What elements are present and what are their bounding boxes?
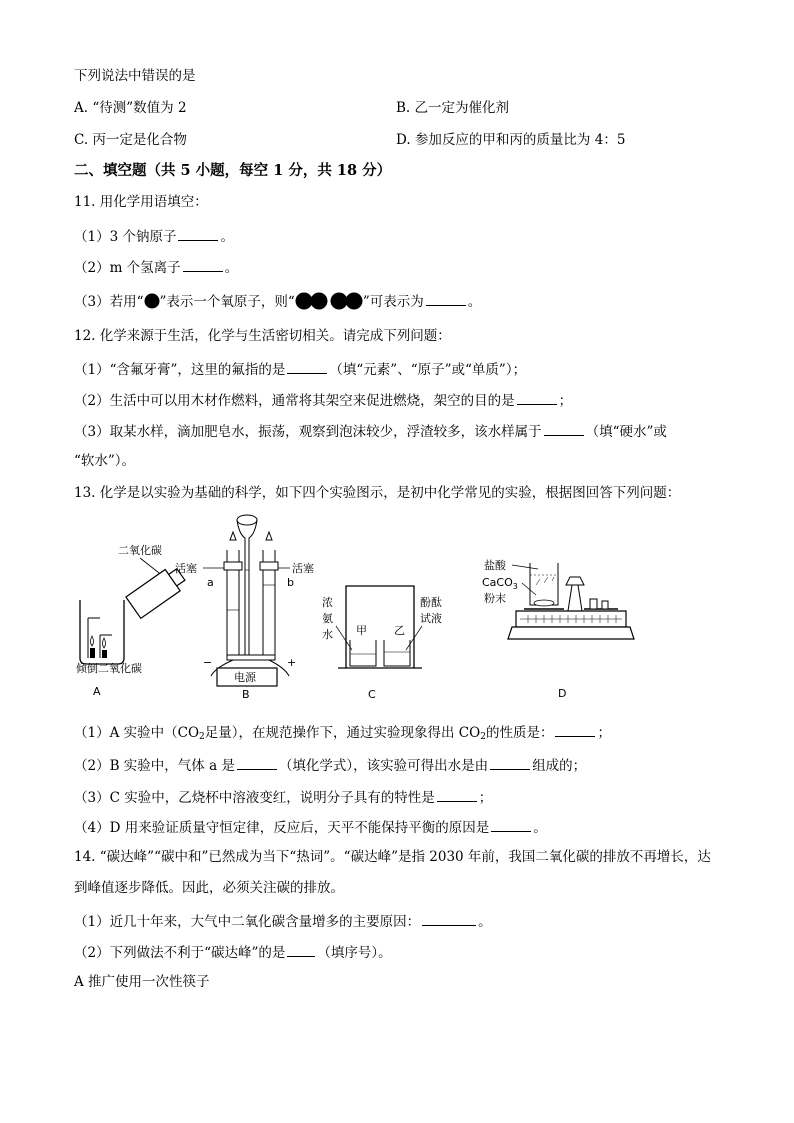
figb-minus: − (203, 656, 213, 669)
beaker-d (530, 563, 558, 605)
q11-part1: （1）3 个钠原子 。 (74, 225, 234, 247)
q12-part2: （2）生活中可以用木材作燃料，通常将其架空来促进燃烧，架空的目的是 ； (74, 389, 572, 411)
figd-letter: D (558, 687, 567, 700)
figure-c-ammonia-diffusion (318, 580, 448, 700)
figb-stopcock-left: 活塞 (175, 562, 197, 575)
q13-part1: （1）A 实验中（$CO_2$足量），在规范操作下，通过实验现象得出 $CO_2$的性质是： ； (74, 721, 611, 747)
q13-part4: （4）D 用来验证质量守恒定律，反应后，天平不能保持平衡的原因是 。 (74, 816, 547, 838)
answer-blank[interactable] (237, 754, 277, 770)
answer-blank[interactable] (517, 389, 557, 405)
q13-part3: （3）C 实验中，乙烧杯中溶液变红，说明分子具有的特性是 ； (74, 786, 492, 808)
q10-option-a: A. “待测”数值为 2 (74, 100, 187, 116)
answer-blank[interactable] (490, 754, 530, 770)
q10-option-b: B. 乙一定为催化剂 (396, 100, 510, 116)
figc-label: 酚酞 (420, 596, 442, 609)
q14-stem-line2: 到峰值逐步降低。因此，必须关注碳的排放。 (74, 880, 344, 896)
answer-blank[interactable] (178, 225, 218, 241)
figure-d-balance (478, 555, 638, 700)
figc-label: 浓 (322, 596, 333, 609)
q11-part2: （2）m 个氢离子 。 (74, 256, 238, 278)
q10-option-d: D. 参加反应的甲和丙的质量比为 4：5 (396, 132, 626, 148)
figb-power-label: 电源 (234, 671, 256, 684)
answer-blank[interactable] (437, 786, 477, 802)
figa-letter: A (93, 685, 101, 698)
figc-yi: 乙 (394, 624, 405, 637)
figa-caption: 倾倒二氧化碳 (76, 662, 142, 675)
figc-letter: C (368, 688, 376, 700)
q12-part3: （3）取某水样，滴加肥皂水，振荡，观察到泡沫较少，浮渣较多，该水样属于 （填“硬水”或 (74, 420, 667, 442)
beaker-yi (384, 640, 410, 666)
flame-icon (91, 636, 94, 646)
figa-label-co2: 二氧化碳 (118, 544, 162, 557)
answer-blank[interactable] (183, 256, 223, 272)
figc-jia: 甲 (356, 624, 367, 637)
answer-blank[interactable] (544, 420, 584, 436)
figb-gas-b: b (287, 576, 294, 589)
q11-stem: 11. 用化学用语填空： (74, 194, 208, 210)
flame-icon (103, 638, 106, 648)
answer-blank[interactable] (287, 941, 315, 957)
figure-b-electrolysis (175, 510, 325, 700)
figc-label: 氨 (322, 612, 333, 625)
answer-blank[interactable] (555, 721, 595, 737)
q12-part1: （1）“含氟牙膏”，这里的氟指的是 （填“元素”、“原子”或“单质”）； (74, 358, 526, 380)
answer-blank[interactable] (491, 816, 531, 832)
answer-blank[interactable] (422, 910, 476, 926)
q10-stem: 下列说法中错误的是 (74, 68, 196, 84)
q11-part3: （3）若用“ ”表示一个氧原子，则“ ”可表示为 。 (74, 290, 481, 312)
answer-blank[interactable] (426, 290, 466, 306)
figc-label: 水 (322, 628, 333, 641)
figd-label: 粉末 (484, 592, 506, 605)
figd-label: 盐酸 (484, 559, 506, 572)
figc-label: 试液 (420, 612, 442, 625)
section-heading: 二、填空题（共 5 小题，每空 1 分，共 18 分） (74, 162, 392, 179)
q12-part3-cont: “软水”）。 (74, 453, 136, 469)
q10-option-c: C. 丙一定是化合物 (74, 132, 187, 148)
beaker-jia (350, 640, 376, 666)
figb-plus: + (287, 656, 297, 669)
q12-stem: 12. 化学来源于生活，化学与生活密切相关。请完成下列问题： (74, 328, 451, 344)
q14-option-a: A 推广使用一次性筷子 (74, 974, 210, 990)
figb-stopcock-right: 活塞 (292, 562, 314, 575)
q14-stem-line1: 14. “碳达峰”“碳中和”已然成为当下“热词”。“碳达峰”是指 2030 年前，我国二氧化碳的排放不再增长，达 (74, 849, 711, 865)
q14-part2: （2）下列做法不利于“碳达峰”的是 （填序号）。 (74, 941, 392, 963)
o2-molecules-icon (295, 292, 363, 310)
q13-part2: （2）B 实验中，气体 a 是 （填化学式），该实验可得出水是由 组成的； (74, 754, 586, 776)
answer-blank[interactable] (287, 358, 327, 374)
figb-letter: B (242, 688, 250, 700)
oxygen-atom-icon (144, 293, 160, 309)
q14-part1: （1）近几十年来，大气中二氧化碳含量增多的主要原因： 。 (74, 910, 492, 932)
figd-label: CaCO$_3$ (482, 576, 518, 591)
figb-gas-a: a (207, 576, 214, 589)
q13-stem: 13. 化学是以实验为基础的科学，如下四个实验图示，是初中化学常见的实验，根据图回答下列问题： (74, 485, 681, 501)
